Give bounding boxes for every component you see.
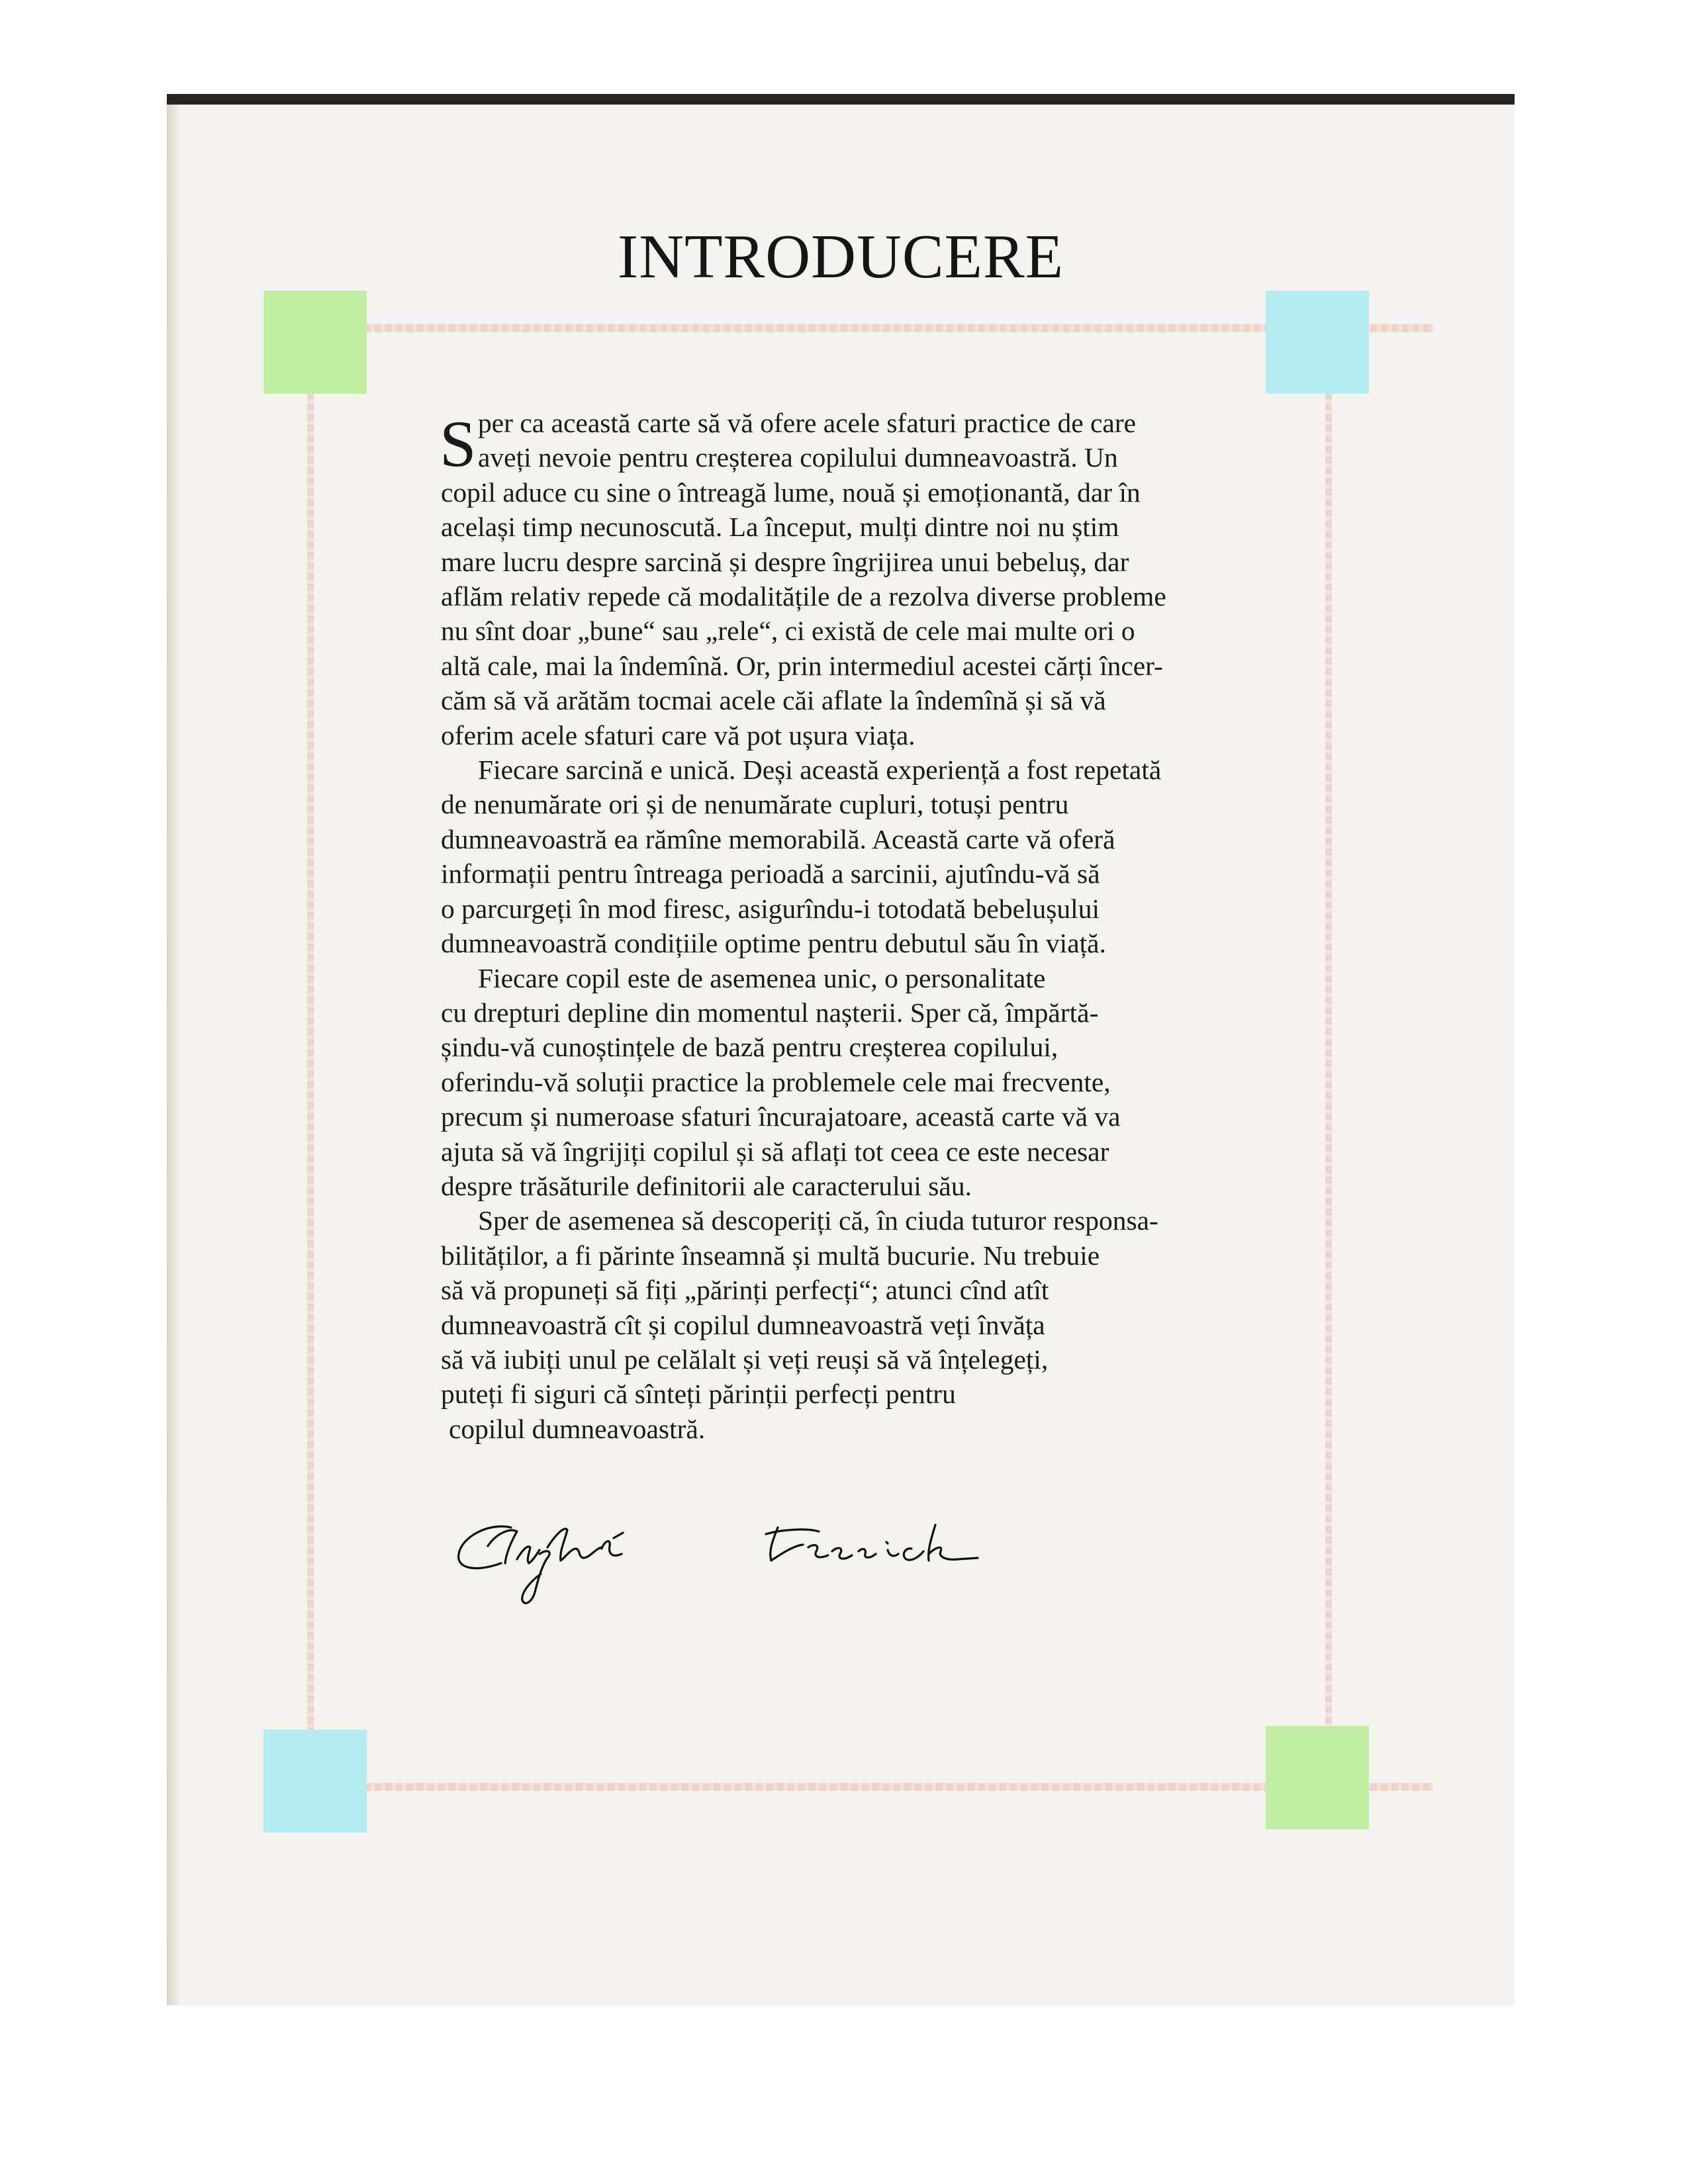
frame-left-border <box>307 383 314 1799</box>
text-line: șindu-vă cunoștințele de bază pentru creșterea copilului, <box>441 1032 1058 1063</box>
corner-square-bottom-right <box>1266 1726 1369 1829</box>
drop-cap: S <box>440 407 477 480</box>
text-line: ajuta să vă îngrijiți copilul și să aflați tot ceea ce este necesar <box>441 1136 1109 1167</box>
corner-square-bottom-left <box>263 1729 367 1833</box>
text-line: aveți nevoie pentru creșterea copilului dumneavoastră. Un <box>478 442 1118 473</box>
text-line: dumneavoastră condițiile optime pentru debutul său în viață. <box>441 928 1106 959</box>
text-line: să vă propuneți să fiți „părinți perfecți“; atunci cînd atît <box>441 1275 1049 1306</box>
text-line: Fiecare sarcină e unică. Deși această experiență a fost repetată <box>478 754 1162 786</box>
text-line: copil aduce cu sine o întreagă lume, nouă și emoționantă, dar în <box>441 477 1141 508</box>
text-line: Sper de asemenea să descoperiți că, în ciuda tuturor responsa- <box>478 1205 1158 1236</box>
page-edge-shadow <box>167 105 181 2005</box>
corner-square-top-right <box>1266 291 1369 394</box>
text-line: dumneavoastră cît și copilul dumneavoastră veți învăța <box>441 1309 1045 1340</box>
text-line: Fiecare copil este de asemenea unic, o personalitate <box>478 962 1046 993</box>
text-line: căm să vă arătăm tocmai acele căi aflate la îndemînă și să vă <box>441 685 1106 716</box>
text-line: altă cale, mai la îndemînă. Or, prin intermediul acestei cărți încer- <box>441 650 1163 681</box>
text-line: copilul dumneavoastră. <box>449 1413 706 1444</box>
text-line: oferim acele sfaturi care vă pot ușura viața. <box>441 719 915 751</box>
text-line: să vă iubiți unul pe celălalt și veți reuși să vă înțelegeți, <box>441 1343 1049 1375</box>
text-line: de nenumărate ori și de nenumărate cupluri, totuși pentru <box>441 789 1069 820</box>
text-line: cu drepturi depline din momentul nașterii. Sper că, împărtă- <box>441 997 1099 1028</box>
text-line: oferindu-vă soluții practice la problemele cele mai frecvente, <box>441 1066 1111 1097</box>
text-line: o parcurgeți în mod firesc, asigurîndu-i totodată bebelușului <box>441 893 1100 924</box>
text-line: bilităților, a fi părinte înseamnă și multă bucurie. Nu trebuie <box>441 1240 1100 1271</box>
page-title: INTRODUCERE <box>617 222 1064 291</box>
text-line: dumneavoastră ea rămîne memorabilă. Această carte vă oferă <box>441 823 1115 854</box>
text-line: despre trăsăturile definitorii ale caracterului său. <box>441 1170 972 1201</box>
body-text <box>441 406 1381 1446</box>
text-line: precum și numeroase sfaturi încurajatoare, această carte vă va <box>441 1101 1121 1132</box>
text-line: mare lucru despre sarcină și despre îngrijirea unui bebeluș, dar <box>441 546 1129 577</box>
text-line: nu sînt doar „bune“ sau „rele“, ci există de cele mai multe ori o <box>441 615 1135 647</box>
text-line: informații pentru întreaga perioadă a sarcinii, ajutîndu-vă să <box>441 858 1100 889</box>
text-line: aflăm relativ repede că modalitățile de a rezolva diverse probleme <box>441 581 1166 612</box>
signature <box>448 1508 1017 1627</box>
text-line: puteți fi siguri că sînteți părinții perfecți pentru <box>441 1379 956 1410</box>
corner-square-top-left <box>263 291 367 394</box>
text-line: per ca această carte să vă ofere acele sfaturi practice de care <box>478 408 1137 438</box>
book-page <box>167 94 1515 2005</box>
text-line: același timp necunoscută. La început, mulți dintre noi nu știm <box>441 512 1119 543</box>
